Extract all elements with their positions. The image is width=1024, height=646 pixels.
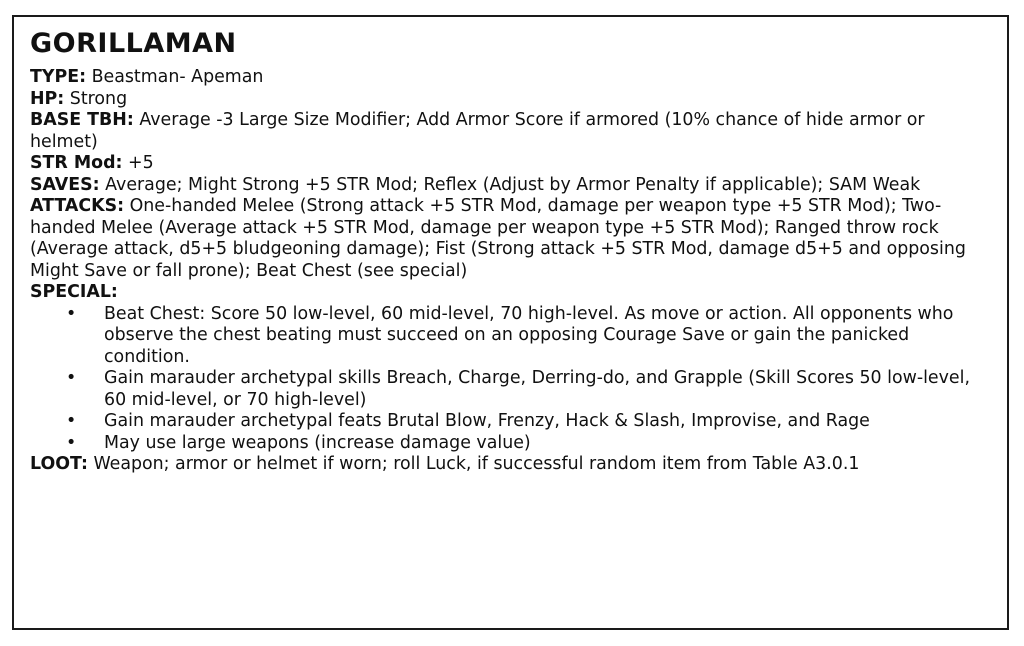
- saves-field: [30, 175, 991, 197]
- special-item-text: May use large weapons (increase damage value): [104, 432, 531, 453]
- loot-field: [30, 454, 991, 476]
- special-item-text: Gain marauder archetypal skills Breach, Charge, Derring-do, and Grapple (Skill Scores 50 low-level, 60 mid-level, or 70 high-level): [104, 368, 970, 410]
- bullet-icon: •: [66, 368, 77, 388]
- special-item: [66, 303, 991, 369]
- attacks-field: [30, 196, 991, 282]
- base-tbh-field: [30, 110, 991, 153]
- special-item-text: Gain marauder archetypal feats Brutal Blow, Frenzy, Hack & Slash, Improvise, and Rage: [104, 411, 870, 431]
- saves-label: SAVES:: [30, 174, 100, 195]
- str-mod-field: [30, 153, 991, 175]
- special-label: SPECIAL:: [30, 282, 118, 302]
- special-item: [66, 432, 991, 455]
- type-field: [30, 67, 991, 89]
- saves-value: Average; Might Strong +5 STR Mod; Reflex (Adjust by Armor Penalty if applicable); SAM Weak: [105, 174, 921, 195]
- special-item: [66, 411, 991, 433]
- bullet-icon: •: [66, 432, 77, 453]
- base-tbh-value: Average -3 Large Size Modifier; Add Armor Score if armored (10% chance of hide armor or helmet): [30, 110, 925, 152]
- bullet-icon: •: [66, 411, 77, 431]
- creature-title: GORILLAMAN: [30, 28, 237, 59]
- stat-block-card: [12, 15, 1009, 630]
- loot-label: LOOT:: [30, 454, 88, 474]
- loot-value: Weapon; armor or helmet if worn; roll Luck, if successful random item from Table A3.0.1: [93, 454, 860, 474]
- type-label: TYPE:: [30, 67, 87, 87]
- hp-value: Strong: [69, 88, 128, 109]
- attacks-label: ATTACKS:: [30, 196, 125, 216]
- special-item: [66, 368, 991, 411]
- hp-label: HP:: [30, 88, 65, 109]
- hp-field: [30, 89, 991, 111]
- type-value: Beastman- Apeman: [91, 67, 264, 87]
- str-mod-label: STR Mod:: [30, 153, 123, 173]
- str-mod-value: +5: [128, 153, 154, 173]
- special-list: [30, 304, 991, 455]
- special-item-text: Beat Chest: Score 50 low-level, 60 mid-level, 70 high-level. As move or action. All opponents who observe the chest beating must succeed on an opposing Courage Save or gain the panicked condition.: [104, 303, 954, 367]
- bullet-icon: •: [66, 303, 77, 324]
- attacks-value: One-handed Melee (Strong attack +5 STR Mod, damage per weapon type +5 STR Mod); Two-handed Melee (Average attack +5 STR Mod, damage per weapon type +5 STR Mod); Ranged throw rock (Average attack, d5+5 bludgeoning damage); Fist (Strong attack +5 STR Mod, damage d5+5 and opposing Might Save or fall prone); Beat Chest (see special): [30, 196, 966, 281]
- base-tbh-label: BASE TBH:: [30, 110, 134, 130]
